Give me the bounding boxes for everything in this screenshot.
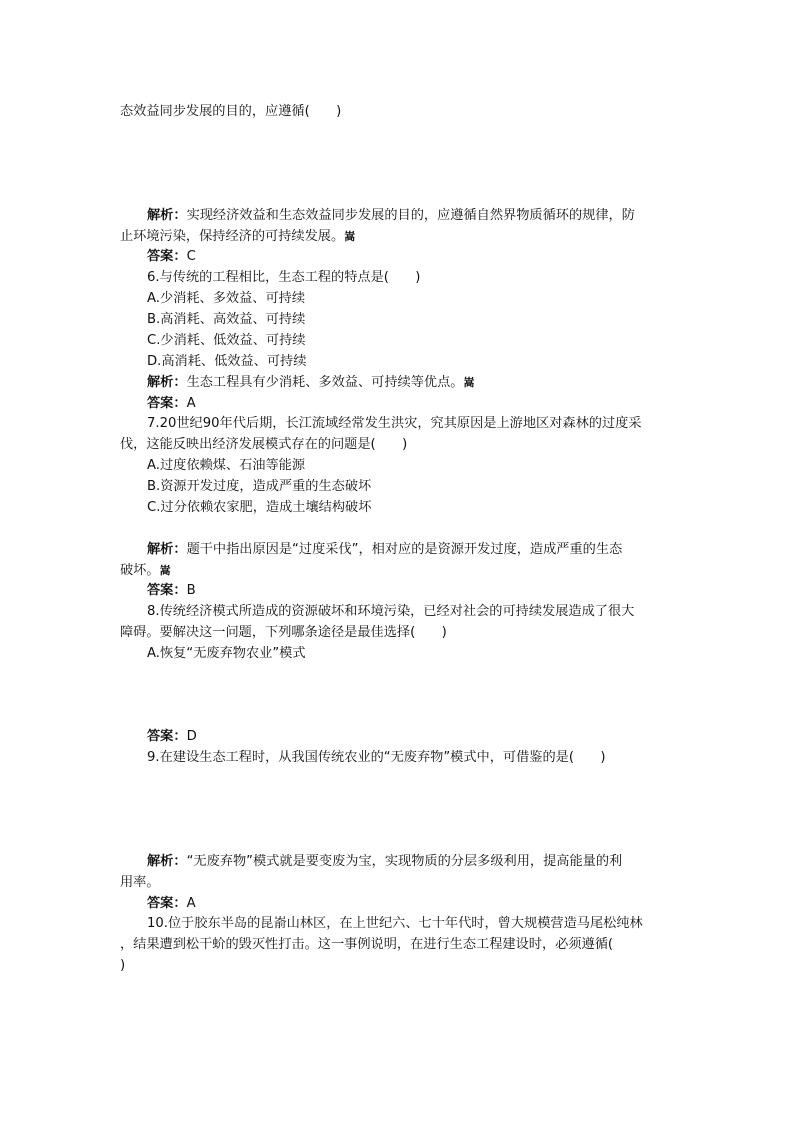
option-line: A.恢复“无废弃物农业”模式 — [147, 646, 306, 661]
option-line: A.少消耗、多效益、可持续 — [147, 291, 306, 306]
answer-value: D — [186, 729, 197, 744]
watermark-glyph: 嵩 — [344, 230, 356, 243]
option-line: C.过分依赖农家肥，造成土壤结构破坏 — [147, 500, 372, 515]
option-line: D.高消耗、低效益、可持续 — [147, 354, 307, 369]
question-line: 伐，这能反映出经济发展模式存在的问题是( ) — [120, 437, 408, 452]
question-line: 8.传统经济模式所造成的资源破坏和环境污染，已经对社会的可持续发展造成了很大 — [147, 604, 635, 619]
option-line: A.过度依赖煤、石油等能源 — [147, 458, 306, 473]
question-line: 6.与传统的工程相比，生态工程的特点是( ) — [147, 270, 421, 285]
question-line: ，结果遭到松干蚧的毁灭性打击。这一事例说明，在进行生态工程建设时，必须遵循( — [120, 937, 614, 952]
analysis-line — [147, 540, 677, 560]
watermark-glyph: 嵩 — [159, 564, 171, 577]
option-line: C.少消耗、低效益、可持续 — [147, 333, 306, 348]
answer-value: A — [186, 396, 196, 411]
answer-label: 答案： — [147, 729, 187, 744]
analysis-text: 生态工程具有少消耗、多效益、可持续等优点。 — [186, 375, 464, 390]
text-line: 态效益同步发展的目的，应遵循( ) — [120, 104, 342, 119]
analysis-text: 实现经济效益和生态效益同步发展的目的，应遵循自然界物质循环的规律，防 — [186, 208, 635, 223]
analysis-text: “无废弃物”模式就是要变废为宝，实现物质的分层多级利用，提高能量的利 — [186, 854, 623, 869]
analysis-text: 题干中指出原因是“过度采伐”，相对应的是资源开发过度，造成严重的生态 — [186, 542, 623, 557]
question-line: 9.在建设生态工程时，从我国传统农业的“无废弃物”模式中，可借鉴的是( ) — [147, 750, 606, 765]
option-line: B.资源开发过度，造成严重的生态破坏 — [147, 479, 372, 494]
answer-line — [147, 727, 677, 747]
answer-value: A — [186, 896, 196, 911]
text-line: 用率。 — [120, 875, 160, 890]
option-line: B.高消耗、高效益、可持续 — [147, 312, 306, 327]
answer-line — [147, 894, 677, 914]
watermark-glyph: 嵩 — [463, 376, 475, 389]
answer-value: C — [186, 249, 196, 264]
analysis-text: 破坏。 — [120, 563, 160, 578]
question-line: ) — [120, 958, 126, 973]
answer-line — [147, 581, 677, 601]
question-line: 7.20世纪90年代后期，长江流域经常发生洪灾，究其原因是上游地区对森林的过度采 — [147, 416, 642, 431]
analysis-label: 解析： — [147, 208, 187, 223]
question-line: 障碍。要解决这一问题，下列哪条途径是最佳选择( ) — [120, 625, 447, 640]
analysis-text: 止环境污染，保持经济的可持续发展。 — [120, 229, 345, 244]
analysis-line — [147, 852, 677, 872]
analysis-label: 解析： — [147, 375, 187, 390]
text-line — [120, 561, 650, 581]
answer-line — [147, 394, 677, 414]
answer-label: 答案： — [147, 396, 187, 411]
answer-label: 答案： — [147, 249, 187, 264]
answer-label: 答案： — [147, 896, 187, 911]
analysis-label: 解析： — [147, 542, 187, 557]
analysis-line — [147, 373, 677, 393]
text-line — [120, 227, 650, 247]
question-line: 10.位于胶东半岛的昆嵛山林区，在上世纪六、七十年代时，曾大规模营造马尾松纯林 — [147, 916, 643, 931]
analysis-line — [147, 206, 677, 226]
answer-line — [147, 247, 677, 267]
answer-value: B — [186, 583, 196, 598]
answer-label: 答案： — [147, 583, 187, 598]
analysis-label: 解析： — [147, 854, 187, 869]
